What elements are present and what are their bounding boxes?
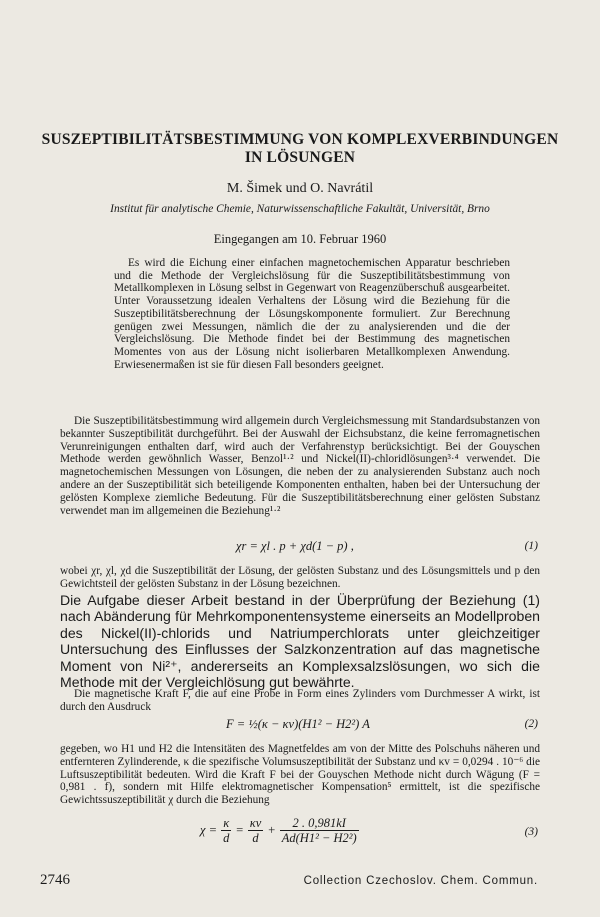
eq3-fraction-1 [221, 816, 231, 845]
eq3-fraction-2-den: d [252, 831, 259, 845]
authors: M. Šimek und O. Navrátil [226, 181, 374, 196]
equation-3-number: (3) [524, 826, 538, 838]
eq3-lhs: χ = [200, 823, 218, 837]
paragraph-intro: Die Suszeptibilitätsbestimmung wird allgemein durch Vergleichsmessung mit Standardsubstanzen von bekannter Suszeptibilität durchgeführt. Bei der Auswahl der Eichsubstanz, die keine ferromagnetischen Verunreinigungen enthalten darf, wird auch der Verfahrenstyp berücksichtigt. Bei der Gouyschen Methode werden gewöhnlich Wasser, Benzol¹·² und Nickel(II)-chloridlösungen³·⁴ verwendet. Die magnetochemischen Messungen von Lösungen, die neben der zu analysierenden Substanz auch noch andere an der Suszeptibilität sich beteiligende Komponenten enthalten, haben bei der Untersuchung der gelösten Komplexe ziemliche Bedeutung. Für die Suszeptibilitätsberechnung einer gelösten Substanz verwendet man im allgemeinen die Beziehung¹·² [60, 415, 540, 517]
equation-2: F = ½(κ − κv)(H1² − H2²) A [226, 717, 370, 731]
eq3-fraction-2 [248, 816, 264, 845]
eq3-fraction-1-num: κ [221, 816, 231, 831]
equation-1-number: (1) [524, 540, 538, 552]
eq3-fraction-3-den: Ad(H1² − H2²) [281, 831, 357, 845]
paragraph-gouy: gegeben, wo H1 und H2 die Intensitäten des Magnetfeldes am von der Mitte des Polschuhs näheren und entfernteren Zylinderende, κ die spezifische Volumsuszeptibilität der Substanz und κv = 0,0294 . 10⁻⁶ die Luftsuszeptibilität bedeuten. Wird die Kraft F bei der Gouyschen Methode nicht durch Wägung (F = 0,981 . f), sondern mit Hilfe elektromagnetischer Kompensation⁵ ermittelt, ist die spezifische Gewichtssuszeptibilität χ durch die Beziehung [60, 743, 540, 807]
eq3-plus: + [267, 823, 276, 837]
equation-3 [200, 816, 363, 845]
eq3-fraction-1-den: d [223, 831, 230, 845]
article-title [40, 131, 560, 167]
eq3-fraction-3-num: 2 . 0,981kI [280, 816, 359, 831]
equation-1: χr = χl . p + χd(1 − p) , [236, 539, 354, 553]
eq3-equals: = [235, 823, 244, 837]
equation-2-number: (2) [524, 718, 538, 730]
title-line-1: SUSZEPTIBILITÄTSBESTIMMUNG VON KOMPLEXVERBINDUNGEN [41, 131, 559, 148]
journal-footer: Collection Czechoslov. Chem. Commun. [303, 875, 538, 887]
paragraph-force: Die magnetische Kraft F, die auf eine Probe in Form eines Zylinders vom Durchmesser A wirkt, ist durch den Ausdruck [60, 688, 540, 713]
paragraph-definitions: wobei χr, χl, χd die Suszeptibilität der Lösung, der gelösten Substanz und des Lösungsmittels und p den Gewichtsteil der gelösten Substanz in der Lösung bezeichnen. [60, 565, 540, 590]
paragraph-aim: Die Aufgabe dieser Arbeit bestand in der Überprüfung der Beziehung (1) nach Abänderung für Mehrkomponentensysteme einerseits an Modellproben des Nickel(II)-chlorids und Natriumperchlorats unter gleichzeitiger Untersuchung des Einflusses der Salzkonzentration auf das magnetische Moment von Ni²⁺, andererseits an Komplexsalzslösungen, wo sich die Methode mit der Vergleichlösung gut bewährte. [60, 592, 540, 691]
received-date: Eingegangen am 10. Februar 1960 [213, 232, 387, 246]
eq3-fraction-2-num: κv [249, 816, 262, 830]
page-number: 2746 [40, 872, 70, 888]
abstract: Es wird die Eichung einer einfachen magnetochemischen Apparatur beschrieben und die Methode der Vergleichslösung für die Suszeptibilitätsbestimmung von Metallkomplexen in Lösung selbst in Gegenwart von Reagenzüberschuß ausgearbeitet. Unter Voraussetzung idealen Verhaltens der Lösung wird die Beziehung für die Suszeptibilitätsberechnung der Lösungskomponente formuliert. Zur Berechnung genügen zwei Messungen, nämlich die der zu analysierenden und die der Vergleichslösung. Die Methode findet bei der Bestimmung des magnetischen Momentes von aus der Lösung nicht isolierbaren Metallkomplexen Anwendung. Erwiesenermaßen ist sie für diesen Fall besonders geeignet. [114, 257, 510, 371]
institute: Institut für analytische Chemie, Naturwissenschaftliche Fakultät, Universität, Brno [110, 203, 490, 215]
title-line-2: IN LÖSUNGEN [244, 149, 356, 166]
eq3-fraction-3 [280, 816, 359, 845]
